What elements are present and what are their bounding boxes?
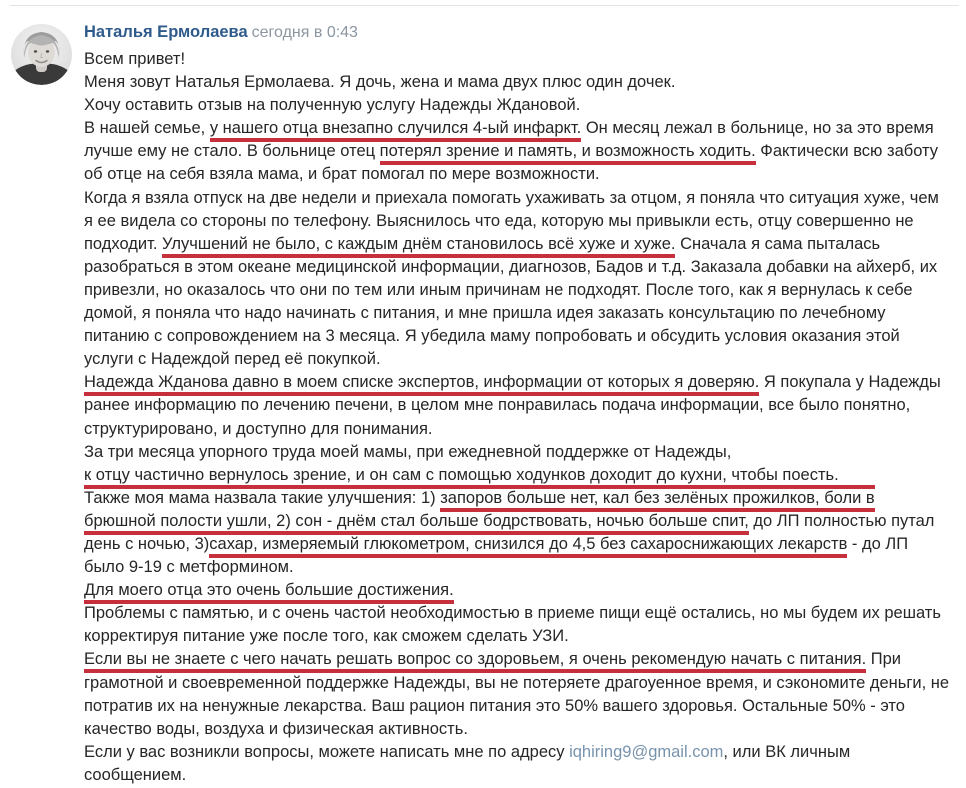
text-segment: В нашей семье, [84, 119, 210, 138]
text-segment: разобраться в этом океане медицинской информации, диагнозов, Бадов и т.д. Заказала добавки на айхерб, их [84, 257, 938, 276]
author-name-link[interactable]: Наталья Ермолаева [84, 23, 248, 41]
text-line [84, 441, 962, 464]
text-line [84, 163, 962, 186]
text-segment: Меня зовут Наталья Ермолаева. Я дочь, жена и мама двух плюс один дочек. [84, 73, 676, 92]
text-segment: Я покупала у Надежды [759, 373, 941, 392]
text-line [84, 764, 962, 787]
text-segment: Проблемы с памятью, и с очень частой необходимостью в приеме пищи ещё остались, но мы будем их решать [84, 604, 941, 623]
text-line [84, 279, 962, 302]
text-segment: качество воды, воздуха и физическая активность. [84, 719, 468, 738]
text-line [84, 302, 962, 325]
text-line [84, 371, 962, 394]
text-segment: подходит. [84, 234, 162, 253]
text-line [84, 210, 962, 233]
text-segment: сообщением. [84, 765, 187, 784]
text-segment: грамотной и своевременной поддержке Надежды, вы не потеряете драгоуенное время, и сэкономите деньги, не [84, 673, 950, 692]
text-line [84, 71, 962, 94]
underlined-phrase: Если вы не знаете с чего начать решать вопрос со здоровьем, я очень рекомендую начать с питания. [84, 650, 866, 673]
text-line [84, 741, 962, 764]
text-line [84, 256, 962, 279]
text-segment: об отце на себя взяла мама, и брат помогал по мере возможности. [84, 165, 600, 184]
post-content [84, 22, 962, 787]
underlined-phrase: сахар, измеряемый глюкометром, снизился до 4,5 без сахароснижающих лекарств [209, 535, 847, 558]
underlined-phrase: запоров больше нет, кал без зелёных прожилков, боли в [440, 489, 874, 512]
text-line [84, 394, 962, 417]
text-line [84, 648, 962, 671]
text-line [84, 579, 962, 602]
text-segment: услуги с Надеждой перед её покупкой. [84, 350, 381, 369]
text-segment: было 9-19 с метформином. [84, 558, 294, 577]
text-segment: При [866, 650, 902, 669]
text-line [84, 48, 962, 71]
text-segment: до ЛП полностью путал [748, 511, 935, 530]
text-segment: За три месяца упорного труда моей мамы, при ежедневной поддержке от Надежды, [84, 442, 732, 461]
text-segment: Фактически всю заботу [755, 142, 939, 161]
woman-portrait-photo [11, 24, 72, 85]
underlined-phrase: Надежда Жданова давно в моем списке экспертов, информации от которых я доверяю. [84, 373, 759, 396]
text-line [84, 602, 962, 625]
text-segment: структурировано, и доступно для понимания. [84, 419, 433, 438]
underlined-phrase: к отцу частично вернулось зрение, и он сам с помощью ходунков доходит до кухни, чтобы поесть. [84, 466, 875, 489]
text-segment: , или ВК личным [723, 742, 851, 761]
text-segment: потратив их на ненужные лекарства. Ваш рацион питания это 50% вашего здоровья. Остальные 50% - это [84, 696, 905, 715]
text-segment: Хочу оставить отзыв на полученную услугу Надежды Ждановой. [84, 96, 581, 115]
text-line [84, 533, 962, 556]
text-line [84, 325, 962, 348]
text-segment: Сначала я сама пыталась [675, 234, 881, 253]
text-segment: - до ЛП [847, 534, 909, 553]
text-segment: ранее информацию по лечению печени, в целом мне понравилась подача информации, все было понятно, [84, 396, 911, 415]
underlined-phrase: у нашего отца внезапно случился 4-ый инфаркт. [210, 119, 581, 142]
text-line [84, 94, 962, 117]
text-segment: я ее видела со стороны по телефону. Выяснилось что еда, которую мы привыкли есть, отцу совершенно не [84, 211, 914, 230]
text-line [84, 140, 962, 163]
post-timestamp: сегодня в 0:43 [251, 24, 358, 41]
text-line [84, 464, 962, 487]
text-segment: Всем привет! [84, 50, 186, 68]
text-line [84, 187, 962, 210]
email-link[interactable]: iqhiring9@gmail.com [569, 742, 724, 761]
text-line [84, 418, 962, 441]
text-segment: корректируя питание уже после того, как сможем сделать УЗИ. [84, 627, 569, 646]
text-line [84, 487, 962, 510]
underlined-phrase: потерял зрение и память, и возможность ходить. [380, 142, 756, 165]
underlined-phrase: Для моего отца это очень большие достижения. [84, 581, 454, 604]
text-segment: домой, я поняла что надо начинать с питания, и мне пришла идея заказать консультацию по лечебному [84, 304, 886, 323]
text-segment: Он месяц лежал в больнице, но за это время [581, 119, 934, 138]
text-segment: Также моя мама назвала такие улучшения: 1) [84, 488, 441, 507]
text-line [84, 625, 962, 648]
underlined-phrase: Улучшений не было, с каждым днём становилось всё хуже и хуже. [162, 235, 675, 258]
post-text [84, 48, 962, 787]
post-header [84, 22, 962, 43]
text-line [84, 510, 962, 533]
text-line [84, 233, 962, 256]
post-top-divider [10, 5, 959, 6]
text-line [84, 718, 962, 741]
text-segment: Когда я взяла отпуск на две недели и приехала помогать ухаживать за отцом, я поняла что ситуация хуже, чем [84, 188, 939, 207]
text-line [84, 348, 962, 371]
text-segment: привезли, но оказалось что они по тем или иным причинам не подходят. После того, как я вернулась к себе [84, 280, 913, 299]
avatar[interactable] [11, 24, 72, 85]
underlined-phrase: брюшной полости ушли, 2) сон - днём стал больше бодрствовать, ночью больше спит, [84, 512, 749, 535]
text-segment: лучше ему не стало. В больнице отец [84, 142, 380, 161]
text-segment: питанию с сопровождением на 3 месяца. Я убедила маму попробовать и обсудить условия оказания этой [84, 327, 900, 346]
text-line [84, 695, 962, 718]
text-line [84, 117, 962, 140]
text-line [84, 672, 962, 695]
text-segment: день с ночью, 3) [84, 534, 210, 553]
text-line [84, 556, 962, 579]
text-segment: Если у вас возникли вопросы, можете написать мне по адресу [84, 742, 570, 761]
